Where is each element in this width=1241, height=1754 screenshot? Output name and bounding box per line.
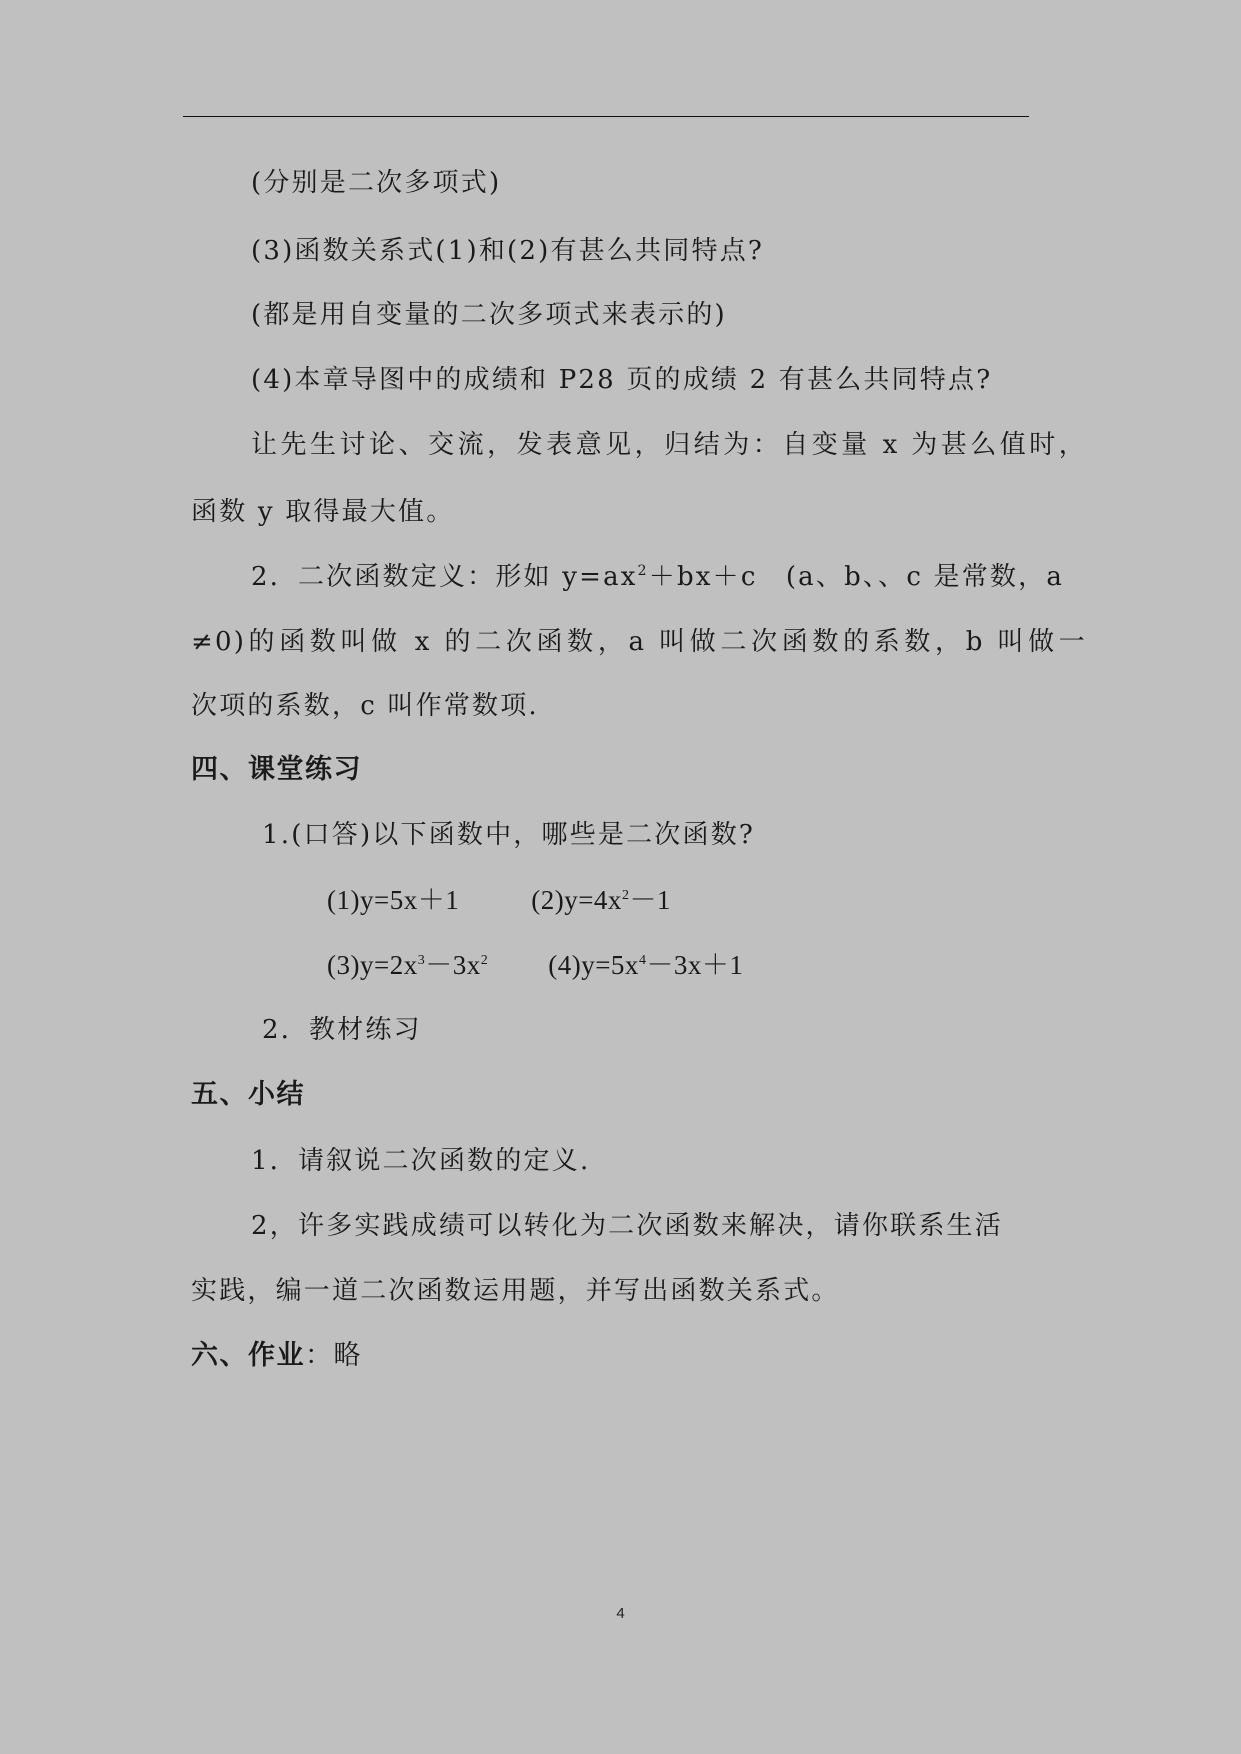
page-number: 4 xyxy=(616,1605,625,1622)
formula: $(2)y=4x^2-1$ xyxy=(531,885,671,915)
header-rule xyxy=(183,116,1029,117)
paragraph-line: ≠0)的函数叫做 x 的二次函数，a 叫做二次函数的系数，b 叫做一 xyxy=(191,627,1087,657)
paragraph-line: 2，许多实践成绩可以转化为二次函数来解决，请你联系生活 xyxy=(251,1211,1003,1241)
paragraph-line: 函数 y 取得最大值。 xyxy=(191,497,455,527)
section-heading: 六、作业：略 xyxy=(191,1340,362,1371)
exercise-question: 2．教材练习 xyxy=(262,1015,422,1045)
formula: $(3)y=2x^3-3x^2$ xyxy=(327,950,489,980)
exercise-question: 1.(口答)以下函数中，哪些是二次函数? xyxy=(262,820,756,850)
paragraph-line: (分别是二次多项式) xyxy=(251,168,502,198)
formula: $(4)y=5x^4-3x+1$ xyxy=(548,950,744,980)
paragraph-line: 1．请叙说二次函数的定义. xyxy=(251,1146,591,1176)
paragraph-line: (3)函数关系式(1)和(2)有甚么共同特点? xyxy=(251,236,765,266)
paragraph-line: 次项的系数，c 叫作常数项. xyxy=(191,691,539,721)
paragraph-line: (都是用自变量的二次多项式来表示的) xyxy=(251,300,727,330)
formula-row xyxy=(327,947,743,983)
section-heading: 五、小结 xyxy=(191,1079,305,1110)
paragraph-line: 实践，编一道二次函数运用题，并写出函数关系式。 xyxy=(191,1276,840,1306)
paragraph-line: (4)本章导图中的成绩和 P28 页的成绩 2 有甚么共同特点? xyxy=(251,365,993,395)
section-heading: 四、课堂练习 xyxy=(191,754,362,785)
definition-text: 2．二次函数定义：形如 $y=ax^2+bx+c$ (a、b、、c 是常数，a xyxy=(251,562,1065,592)
paragraph-line: 让先生讨论、交流，发表意见，归结为：自变量 x 为甚么值时， xyxy=(251,430,1087,460)
formula: (1)y=5x＋1 xyxy=(327,885,460,915)
formula-row xyxy=(327,882,671,918)
definition-line xyxy=(251,559,1087,595)
